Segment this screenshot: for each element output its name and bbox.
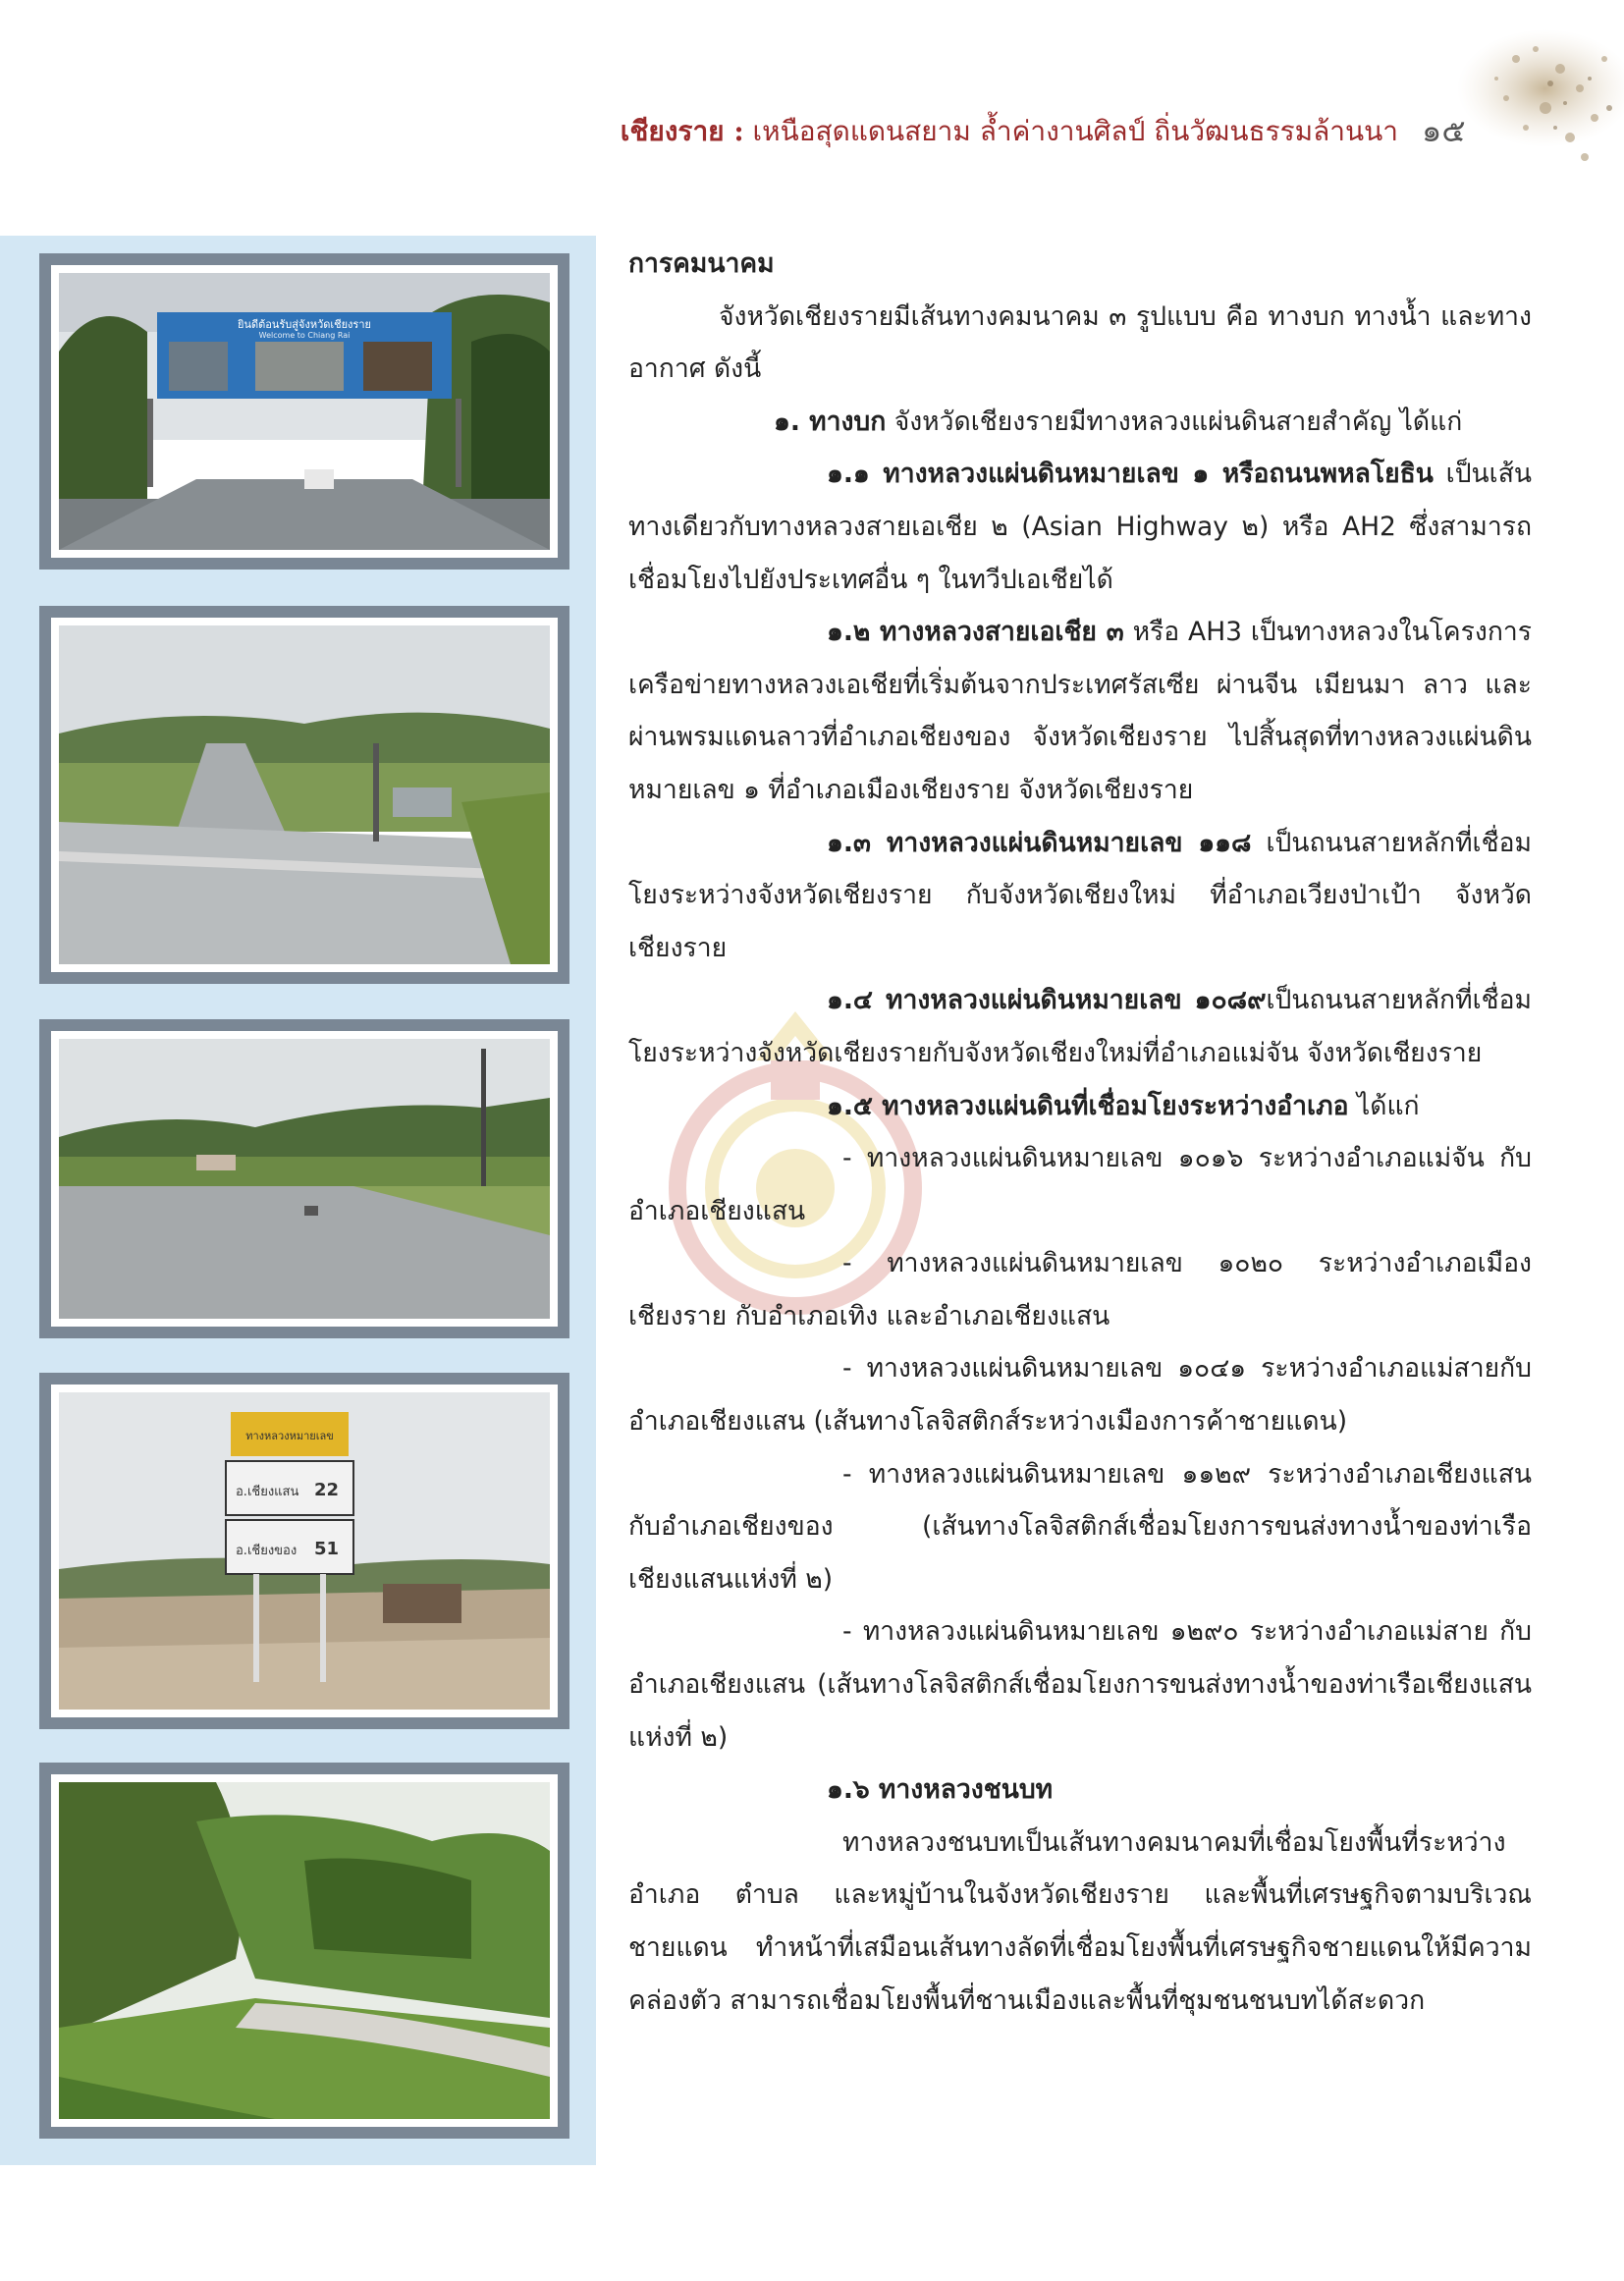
section-1-label: ๑. ทางบก bbox=[774, 406, 887, 437]
sign-b-km: 51 bbox=[313, 1539, 339, 1559]
section-1-3-label: ๑.๓ ทางหลวงแผ่นดินหมายเลข ๑๑๘ bbox=[827, 827, 1252, 858]
section-1-3-text: เป็นถนนสายหลักที่เชื่อมโยงระหว่างจังหวัดเชียงราย กับจังหวัดเชียงใหม่ ที่อำเภอเวียงป่าเป้า จังหวัดเชียงราย bbox=[628, 827, 1532, 963]
photo-highway-sign bbox=[39, 253, 569, 570]
section-1-2-text: หรือ AH3 เป็นทางหลวงในโครงการเครือข่ายทางหลวงเอเชียที่เริ่มต้นจากประเทศรัสเซีย ผ่านจีน เมียนมา ลาว และผ่านพรมแดนลาวที่อำเภอเชียงของ จังหวัดเชียงราย ไปสิ้นสุดที่ทางหลวงแผ่นดินหมายเลข ๑ ที่อำเภอเมืองเชียงราย จังหวัดเชียงราย bbox=[628, 617, 1532, 805]
hill-highway-picture bbox=[59, 625, 550, 964]
section-1-4 bbox=[628, 974, 1532, 1079]
section-1-4-text: เป็นถนนสายหลักที่เชื่อมโยงระหว่างจังหวัดเชียงรายกับจังหวัดเชียงใหม่ที่อำเภอแม่จัน จังหวัดเชียงราย bbox=[628, 985, 1532, 1068]
section-1-6-heading bbox=[628, 1764, 1532, 1817]
section-1-text: จังหวัดเชียงรายมีทางหลวงแผ่นดินสายสำคัญ ได้แก่ bbox=[886, 406, 1463, 437]
running-title-lead: เชียงราย : bbox=[620, 115, 744, 147]
section-1-5-text: ได้แก่ bbox=[1348, 1090, 1420, 1121]
page-header bbox=[0, 0, 1624, 196]
route-1041-item: - ทางหลวงแผ่นดินหมายเลข ๑๐๔๑ ระหว่างอำเภอแม่สายกับอำเภอเชียงแสน (เส้นทางโลจิสติกส์ระหว่างเมืองการค้าชายแดน) bbox=[628, 1353, 1532, 1438]
page-number: ๑๕ bbox=[1422, 112, 1466, 149]
route-1020-item: - ทางหลวงแผ่นดินหมายเลข ๑๐๒๐ ระหว่างอำเภอเมืองเชียงราย กับอำเภอเทิง และอำเภอเชียงแสน bbox=[628, 1248, 1532, 1331]
section-1-6-label: ๑.๖ ทางหลวงชนบท bbox=[827, 1774, 1054, 1806]
sign-subtitle-text: Welcome to Chiang Rai bbox=[258, 331, 351, 340]
photo-hill-highway bbox=[39, 606, 569, 984]
section-1-1-label: ๑.๑ ทางหลวงแผ่นดินหมายเลข ๑ หรือถนนพหลโยธิน bbox=[827, 459, 1434, 490]
section-1-3 bbox=[628, 817, 1532, 975]
section-1-5 bbox=[628, 1080, 1532, 1133]
section-1-2 bbox=[628, 606, 1532, 816]
section-1-4-label: ๑.๔ ทางหลวงแผ่นดินหมายเลข ๑๐๘๙ bbox=[827, 985, 1267, 1016]
photo-rural-road bbox=[39, 1763, 569, 2139]
main-text bbox=[628, 238, 1532, 2027]
sign-a-km: 22 bbox=[313, 1480, 339, 1500]
sign-title-text: ยินดีต้อนรับสู่จังหวัดเชียงราย bbox=[238, 318, 371, 331]
sign-top-text: ทางหลวงหมายเลข bbox=[245, 1430, 334, 1442]
rural-road-picture bbox=[59, 1782, 550, 2119]
direction-signs-picture bbox=[59, 1392, 550, 1710]
sign-b-place: อ.เชียงของ bbox=[236, 1544, 298, 1558]
section-1-6-text: ทางหลวงชนบทเป็นเส้นทางคมนาคมที่เชื่อมโยงพื้นที่ระหว่างอำเภอ ตำบล และหมู่บ้านในจังหวัดเชียงราย และพื้นที่เศรษฐกิจตามบริเวณชายแดน ทำหน้าที่เสมือนเส้นทางลัดที่เชื่อมโยงพื้นที่เศรษฐกิจชายแดนให้มีความคล่องตัว สามารถเชื่อมโยงพื้นที่ชานเมืองและพื้นที่ชุมชนชนบทได้สะดวก bbox=[628, 1826, 1532, 2016]
section-1-1 bbox=[628, 448, 1532, 606]
photo-junction-road bbox=[39, 1019, 569, 1338]
route-1016-item: - ทางหลวงแผ่นดินหมายเลข ๑๐๑๖ ระหว่างอำเภอแม่จัน กับอำเภอเชียงแสน bbox=[628, 1143, 1532, 1226]
decorative-flower-image bbox=[1398, 20, 1624, 187]
sign-a-place: อ.เชียงแสน bbox=[236, 1485, 299, 1499]
section-1-land bbox=[628, 396, 1532, 449]
photo-column bbox=[0, 236, 596, 2165]
highway-sign-picture bbox=[59, 273, 550, 550]
route-1290-item: - ทางหลวงแผ่นดินหมายเลข ๑๒๙๐ ระหว่างอำเภอแม่สาย กับอำเภอเชียงแสน (เส้นทางโลจิสติกส์เชื่อมโยงการขนส่งทางน้ำของท่าเรือเชียงแสนแห่งที่ ๒) bbox=[628, 1616, 1532, 1753]
section-heading: การคมนาคม bbox=[628, 248, 775, 279]
intro-paragraph: จังหวัดเชียงรายมีเส้นทางคมนาคม ๓ รูปแบบ คือ ทางบก ทางน้ำ และทางอากาศ ดังนี้ bbox=[628, 300, 1532, 385]
section-1-1-text: เป็นเส้นทางเดียวกับทางหลวงสายเอเชีย ๒ (Asian Highway ๒) หรือ AH2 ซึ่งสามารถเชื่อมโยงไปยังประเทศอื่น ๆ ในทวีปเอเชียได้ bbox=[628, 459, 1532, 595]
running-title bbox=[621, 110, 1398, 153]
route-1129-item: - ทางหลวงแผ่นดินหมายเลข ๑๑๒๙ ระหว่างอำเภอเชียงแสนกับอำเภอเชียงของ (เส้นทางโลจิสติกส์เชื่อมโยงการขนส่งทางน้ำของท่าเรือเชียงแสนแห่งที่ ๒) bbox=[628, 1458, 1532, 1595]
section-1-2-label: ๑.๒ ทางหลวงสายเอเชีย ๓ bbox=[827, 617, 1124, 648]
junction-road-picture bbox=[59, 1039, 550, 1319]
section-1-5-label: ๑.๕ ทางหลวงแผ่นดินที่เชื่อมโยงระหว่างอำเภอ bbox=[827, 1090, 1349, 1121]
running-title-rest: เหนือสุดแดนสยาม ล้ำค่างานศิลป์ ถิ่นวัฒนธรรมล้านนา bbox=[743, 115, 1398, 147]
photo-direction-signs bbox=[39, 1373, 569, 1729]
